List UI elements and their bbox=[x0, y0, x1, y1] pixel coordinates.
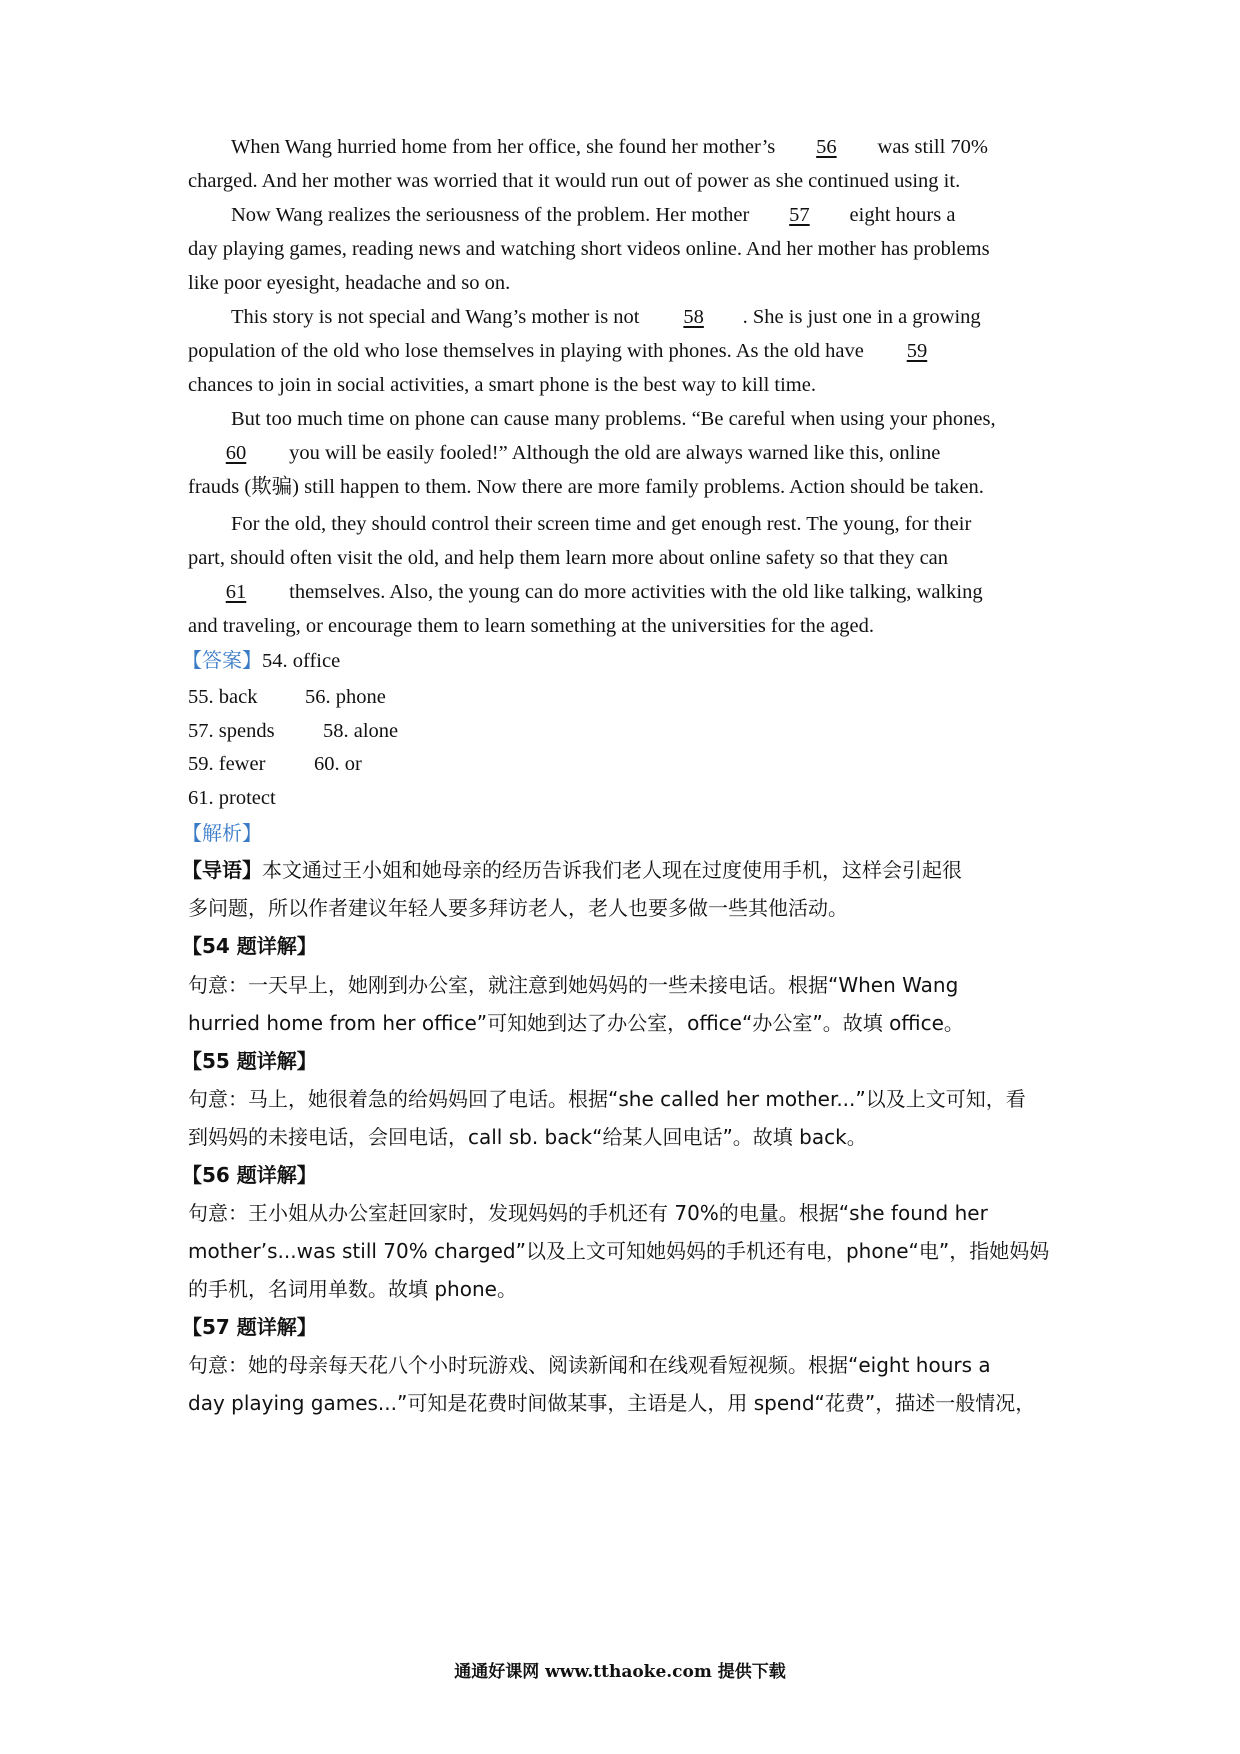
explain-line: 句意：她的母亲每天花八个小时玩游戏、阅读新闻和在线观看短视频。根据“eight hours a bbox=[188, 1353, 991, 1377]
passage-line: and traveling, or encourage them to learn something at the universities for the aged. bbox=[188, 615, 874, 637]
answer-line: 59. fewer 60. or bbox=[188, 753, 362, 775]
explain-line: hurried home from her office”可知她到达了办公室，office“办公室”。故填 office。 bbox=[188, 1011, 964, 1035]
explain-line: 的手机，名词用单数。故填 phone。 bbox=[188, 1277, 517, 1301]
guide-tag: 【导语】 bbox=[182, 858, 262, 882]
blank-57: 57 bbox=[789, 204, 810, 226]
answer-line: 57. spends 58. alone bbox=[188, 720, 399, 742]
passage-line: day playing games, reading news and watching short videos online. And her mother has problems bbox=[188, 238, 990, 260]
answer-line: 61. protect bbox=[188, 787, 276, 809]
answer-tag: 【答案】 bbox=[182, 648, 262, 672]
blank-59: 59 bbox=[906, 340, 928, 362]
explain-line: 句意：一天早上，她刚到办公室，就注意到她妈妈的一些未接电话。根据“When Wang bbox=[188, 973, 959, 997]
answer-line: 55. back 56. phone bbox=[188, 686, 386, 708]
answer-line: 【答案】54. office bbox=[182, 648, 341, 672]
passage-line: When Wang hurried home from her office, she found her mother’s 56 was still 70% bbox=[231, 128, 988, 166]
passage-line: charged. And her mother was worried that it would run out of power as she continued using it. bbox=[188, 170, 961, 192]
passage-line: 61 themselves. Also, the young can do more activities with the old like talking, walking bbox=[188, 573, 983, 611]
passage-line: This story is not special and Wang’s mother is not 58 . She is just one in a growing bbox=[231, 298, 981, 336]
passage-line: chances to join in social activities, a smart phone is the best way to kill time. bbox=[188, 374, 816, 396]
blank-56: 56 bbox=[816, 136, 837, 158]
q54-tag: 【54 题详解】 bbox=[182, 934, 317, 958]
passage-line: population of the old who lose themselves in playing with phones. As the old have 59 bbox=[188, 332, 965, 370]
passage-line: like poor eyesight, headache and so on. bbox=[188, 272, 511, 294]
blank-58: 58 bbox=[683, 306, 704, 328]
q57-tag: 【57 题详解】 bbox=[182, 1315, 317, 1339]
guide-line: 【导语】本文通过王小姐和她母亲的经历告诉我们老人现在过度使用手机，这样会引起很 bbox=[182, 858, 962, 882]
passage-line: Now Wang realizes the seriousness of the problem. Her mother 57 eight hours a bbox=[231, 196, 955, 234]
explain-line: 到妈妈的未接电话，会回电话，call sb. back“给某人回电话”。故填 back。 bbox=[188, 1125, 867, 1149]
explain-line: day playing games...”可知是花费时间做某事，主语是人，用 spend“花费”，描述一般情况， bbox=[188, 1391, 1036, 1415]
q56-tag: 【56 题详解】 bbox=[182, 1163, 317, 1187]
guide-line: 多问题，所以作者建议年轻人要多拜访老人，老人也要多做一些其他活动。 bbox=[188, 896, 848, 920]
page-footer: 通通好课网 www.tthaoke.com 提供下载 bbox=[454, 1662, 786, 1682]
passage-line: For the old, they should control their screen time and get enough rest. The young, for their bbox=[231, 513, 972, 535]
passage-line: 60 you will be easily fooled!” Although the old are always warned like this, online bbox=[188, 434, 940, 472]
analysis-tag: 【解析】 bbox=[182, 821, 262, 845]
explain-line: 句意：王小姐从办公室赶回家时，发现妈妈的手机还有 70%的电量。根据“she found her bbox=[188, 1201, 988, 1225]
passage-line: But too much time on phone can cause many problems. “Be careful when using your phones, bbox=[231, 408, 996, 430]
passage-line: frauds (欺骗) still happen to them. Now there are more family problems. Action should be taken. bbox=[188, 476, 984, 498]
explain-line: mother’s...was still 70% charged”以及上文可知她妈妈的手机还有电，phone“电”，指她妈妈 bbox=[188, 1239, 1050, 1263]
blank-61: 61 bbox=[225, 581, 247, 603]
passage-line: part, should often visit the old, and help them learn more about online safety so that they can bbox=[188, 547, 949, 569]
explain-line: 句意：马上，她很着急的给妈妈回了电话。根据“she called her mother...”以及上文可知，看 bbox=[188, 1087, 1026, 1111]
blank-60: 60 bbox=[225, 442, 247, 464]
q55-tag: 【55 题详解】 bbox=[182, 1049, 317, 1073]
